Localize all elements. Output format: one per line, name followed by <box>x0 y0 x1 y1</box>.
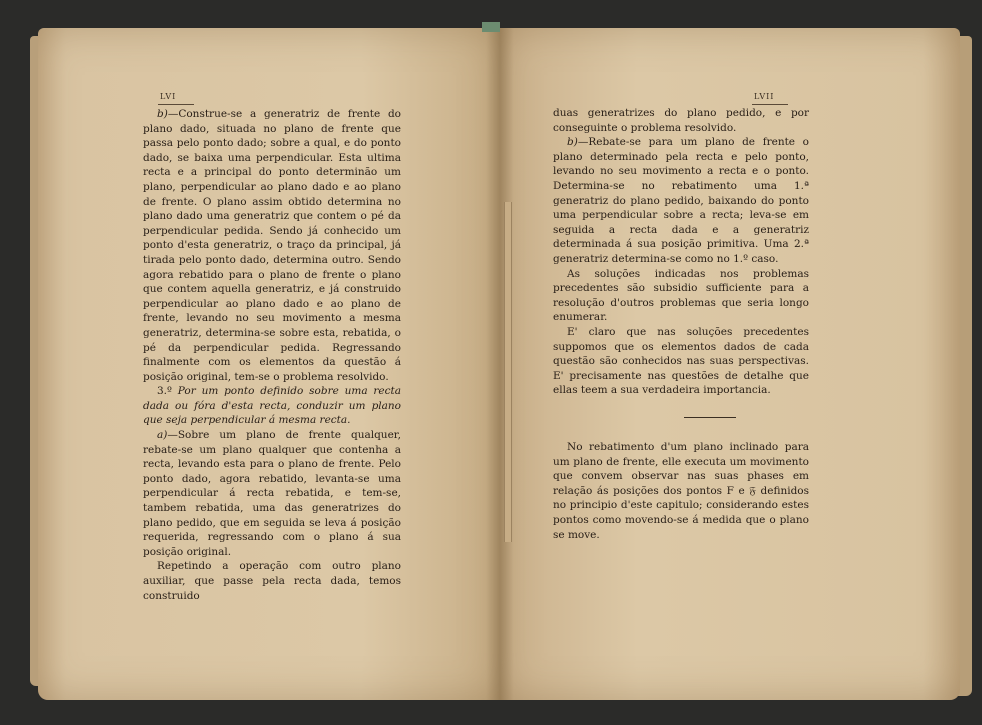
left-text-column <box>143 107 401 603</box>
problem-number: 3.º <box>157 385 172 398</box>
paragraph-continuation <box>553 106 809 135</box>
paragraph-text: —Construe-se a generatriz de frente do plano dado, situada no plano de frente que passa pelo ponto dado; sobre a qual, e do ponto dado, se baixa uma perpendicular. Esta ultima recta e a principal do ponto determinão um plano, perpendicular ao plano dado e ao plano de frente. O plano assim obtido determina no plano dado uma generatriz que contem o pé da perpendicular pedida. Sendo já conhecido um ponto d'esta generatriz, o traço da principal, já tirada pelo ponto dado, determina outro. Sendo agora rebatido para o plano de frente o plano que contem aquella generatriz, e já construido perpendicular ao plano dado e ao plano de frente, levando no seu movimento a mesma generatriz, determina-se sobre esta, rebatida, o pé da perpendicular pedida. Regressando finalmente com os elementos da questão á posição original, tem-se o problema resolvido. <box>143 108 401 383</box>
binding-thread <box>504 202 512 542</box>
right-note-column <box>553 440 809 542</box>
item-label: b) <box>157 108 168 120</box>
paragraph-text: As soluções indicadas nos problemas precedentes são subsidio sufficiente para a resolução d'outros problemas que seria longo enumerar. <box>553 267 809 324</box>
paragraph-text: —Rebate-se para um plano de frente o plano determinado pela recta e pelo ponto, levando no seu movimento a recta e o ponto. Determina-se no rebatimento uma 1.ª generatriz do plano pedido, baixando do ponto uma perpendicular sobre a recta; leva-se em seguida a recta dada e a generatriz determinada á sua posição primitiva. Uma 2.ª generatriz determina-se como no 1.º caso. <box>553 136 809 265</box>
paragraph-text: E' claro que nas soluções precedentes suppomos que os elementos dados de cada questão são conhecidos nas suas perspectivas. E' precisamente nas questões de detalhe que ellas teem a sua verdadeira importancia. <box>553 325 809 397</box>
left-header-rule <box>158 104 194 105</box>
paragraph-b-right <box>553 135 809 266</box>
paragraph-claro <box>553 325 809 398</box>
item-label: a) <box>157 429 168 442</box>
right-header-rule <box>752 104 788 105</box>
paragraph-text: duas generatrizes do plano pedido, e por conseguinte o problema resolvido. <box>553 107 809 134</box>
note-paragraph <box>553 440 809 542</box>
section-divider <box>684 417 736 418</box>
spine-ribbon <box>482 22 500 32</box>
item-label: b) <box>567 136 578 149</box>
problem-statement: Por um ponto definido sobre uma recta dada ou fóra d'esta recta, conduzir um plano que seja perpendicular á mesma recta. <box>143 385 401 427</box>
book-edge-right <box>958 36 972 696</box>
paragraph-repeat <box>143 559 401 603</box>
paragraph-b-left <box>143 107 401 384</box>
problem-heading <box>143 384 401 428</box>
right-text-column <box>553 106 809 398</box>
left-page-number: LVI <box>160 92 177 101</box>
paragraph-a-left <box>143 428 401 559</box>
paragraph-text: No rebatimento d'um plano inclinado para um plano de frente, elle executa um movimento que convem observar nas suas phases em relação ás posições dos pontos F e 𝔉 definidos no principio d'este capitulo; considerando estes pontos como movendo-se á medida que o plano se move. <box>553 441 809 541</box>
paragraph-text: —Sobre um plano de frente qualquer, rebate-se um plano qualquer que contenha a recta, levando esta para o plano de frente. Pelo ponto dado, agora rebatido, levanta-se uma perpendicular á recta rebatida, e tem-se, tambem rebatida, uma das generatrizes do plano pedido, que em seguida se leva á posição requerida, regressando com o plano á sua posição original. <box>143 429 401 558</box>
right-page-number: LVII <box>754 92 775 101</box>
paragraph-solutions <box>553 267 809 325</box>
paragraph-text: Repetindo a operação com outro plano auxiliar, que passe pela recta dada, temos construido <box>143 560 401 602</box>
